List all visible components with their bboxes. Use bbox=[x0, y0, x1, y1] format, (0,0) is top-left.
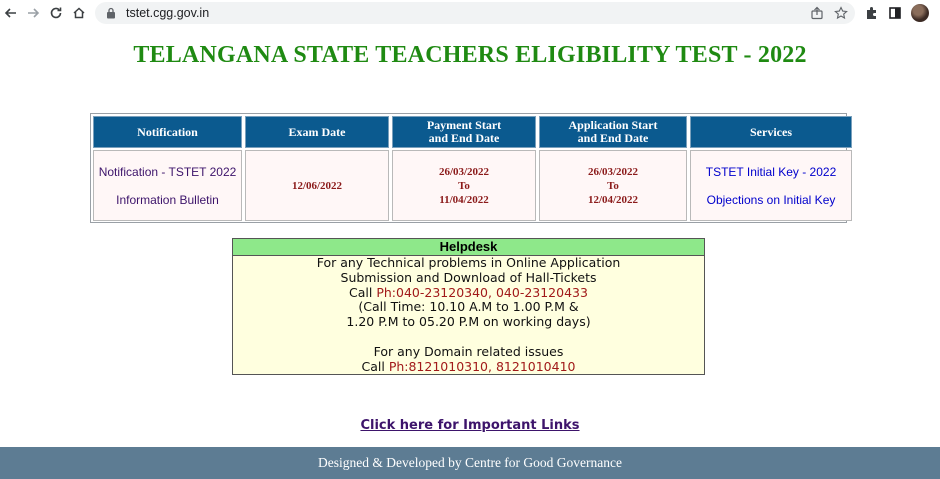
forward-icon[interactable] bbox=[24, 4, 42, 22]
header-application-dates bbox=[539, 116, 687, 148]
star-icon[interactable] bbox=[833, 5, 849, 21]
extensions-icon[interactable] bbox=[862, 4, 880, 22]
header-application-line1: Application Start bbox=[568, 118, 658, 132]
helpdesk-title: Helpdesk bbox=[233, 239, 704, 256]
footer: Designed & Developed by Centre for Good Governance bbox=[0, 447, 940, 479]
sidepanel-icon[interactable] bbox=[886, 4, 904, 22]
home-icon[interactable] bbox=[70, 4, 88, 22]
schedule-table bbox=[90, 113, 847, 223]
important-links-link[interactable]: Click here for Important Links bbox=[360, 418, 580, 433]
helpdesk-line-1: For any Technical problems in Online Application bbox=[316, 255, 621, 270]
address-bar[interactable] bbox=[95, 2, 855, 24]
cell-services bbox=[690, 150, 852, 221]
url-text[interactable]: tstet.cgg.gov.in bbox=[126, 6, 210, 20]
profile-avatar[interactable] bbox=[911, 4, 929, 22]
cell-application-dates bbox=[539, 150, 687, 221]
lock-icon[interactable] bbox=[106, 7, 118, 19]
exam-date-value: 12/06/2022 bbox=[291, 179, 343, 192]
application-start-date: 26/03/2022 bbox=[587, 165, 639, 178]
call-prefix: Call bbox=[349, 284, 377, 300]
header-payment-dates bbox=[392, 116, 536, 148]
header-services: Services bbox=[690, 116, 852, 148]
share-icon[interactable] bbox=[809, 5, 825, 21]
helpdesk-box bbox=[232, 238, 705, 375]
header-payment-line2: and End Date bbox=[428, 131, 500, 145]
cell-notification bbox=[93, 150, 242, 221]
header-exam-date: Exam Date bbox=[245, 116, 389, 148]
payment-end-date: 11/04/2022 bbox=[439, 193, 489, 206]
initial-key-link[interactable]: TSTET Initial Key - 2022 bbox=[705, 164, 837, 179]
notification-link[interactable]: Notification - TSTET 2022 bbox=[98, 164, 237, 179]
helpdesk-tech-call bbox=[233, 286, 704, 301]
objections-link[interactable]: Objections on Initial Key bbox=[706, 192, 836, 207]
helpdesk-call-time-2: 1.20 P.M to 05.20 P.M on working days) bbox=[346, 314, 591, 330]
payment-start-date: 26/03/2022 bbox=[438, 165, 490, 178]
page-title: TELANGANA STATE TEACHERS ELIGIBILITY TEST - 2022 bbox=[133, 42, 807, 68]
back-icon[interactable] bbox=[2, 4, 20, 22]
domain-call-prefix: Call bbox=[361, 358, 389, 374]
header-notification: Notification bbox=[93, 116, 242, 148]
tech-phone-numbers: Ph:040-23120340, 040-23120433 bbox=[376, 284, 588, 300]
information-bulletin-link[interactable]: Information Bulletin bbox=[116, 192, 219, 207]
reload-icon[interactable] bbox=[47, 4, 65, 22]
helpdesk-content bbox=[233, 256, 704, 374]
payment-to-label: To bbox=[458, 179, 470, 192]
browser-toolbar bbox=[0, 0, 940, 26]
header-payment-line1: Payment Start bbox=[426, 118, 502, 132]
helpdesk-line-2: Submission and Download of Hall-Tickets bbox=[340, 269, 597, 285]
application-to-label: To bbox=[607, 179, 619, 192]
cell-exam-date bbox=[245, 150, 389, 221]
helpdesk-domain-call bbox=[233, 360, 704, 375]
helpdesk-call-time-1: (Call Time: 10.10 A.M to 1.00 P.M & bbox=[358, 299, 579, 315]
helpdesk-spacer bbox=[233, 330, 704, 345]
application-end-date: 12/04/2022 bbox=[587, 193, 639, 206]
domain-phone-numbers: Ph:8121010310, 8121010410 bbox=[388, 358, 576, 374]
cell-payment-dates bbox=[392, 150, 536, 221]
header-application-line2: and End Date bbox=[577, 131, 649, 145]
helpdesk-domain-line: For any Domain related issues bbox=[373, 343, 564, 359]
